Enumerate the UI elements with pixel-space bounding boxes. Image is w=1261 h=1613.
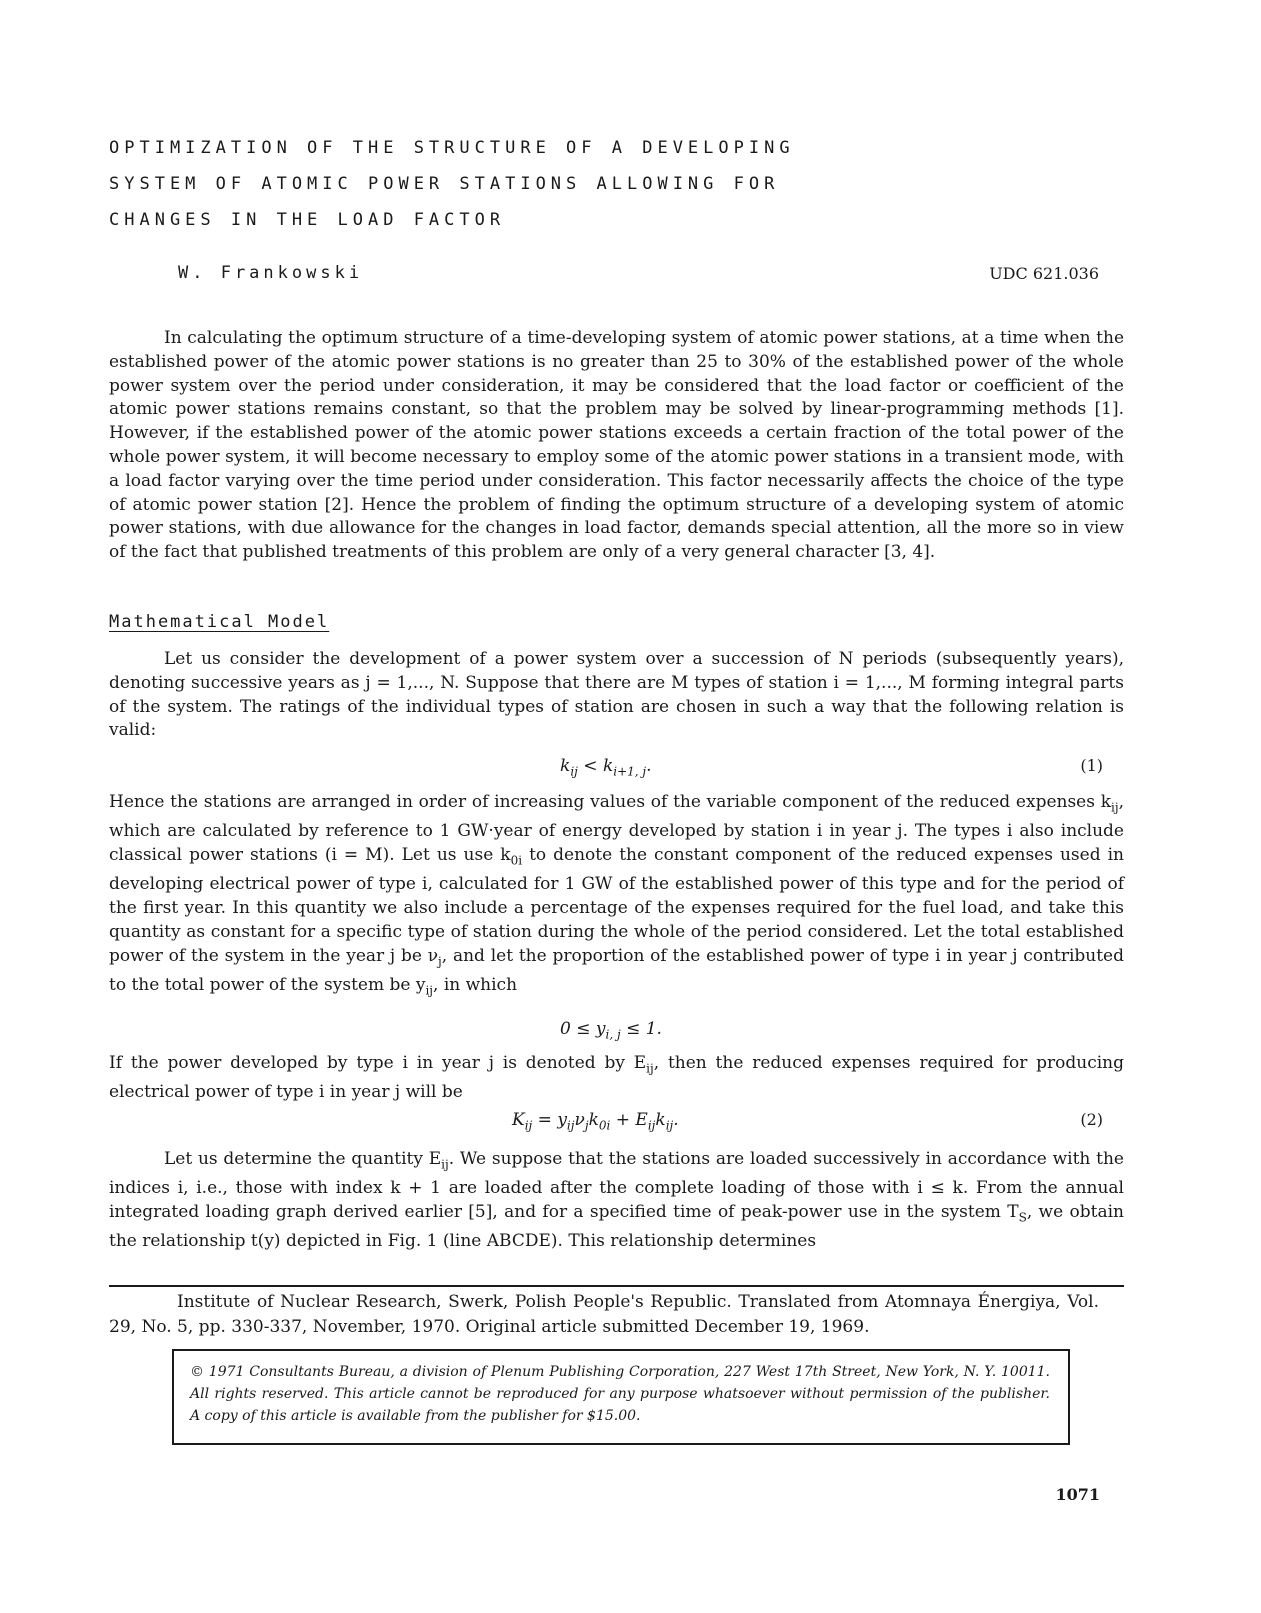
udc-code: UDC 621.036 [989,264,1099,283]
title-line-1: OPTIMIZATION OF THE STRUCTURE OF A DEVELOPING [109,138,795,158]
section-heading: Mathematical Model [109,612,330,632]
author-name: W. Frankowski [178,263,364,283]
model-paragraph-4: Let us determine the quantity $E_{ij}$. We suppose that the stations are loaded successively in accordance with the indices i, i.e., those with index k + 1 are loaded after the complete loading of those with i ≤ k. From the annual integrated loading graph derived earlier [5], and for a specified time of peak-power use in the system $T_S$, we obtain the relationship t(y) depicted in Fig. 1 (line ABCDE). This relationship determines [109,1149,1124,1252]
equation-2: $K_{ij} = y_{ij}\nu_jk_{0i} + E_{ij}k_{ij}$. [512,1110,679,1133]
equation-range: $0 \le y_{i, j} \le 1$. [560,1019,662,1042]
model-paragraph-1: Let us consider the development of a power system over a succession of N periods (subsequently years), denoting successive years as j = 1,..., N. Suppose that there are M types of station i = 1,..., M forming integral parts of the system. The ratings of the individual types of station are chosen in such a way that the following relation is valid: [109,649,1124,741]
equation-1-number: (1) [1080,756,1103,775]
copyright-text: © 1971 Consultants Bureau, a division of Plenum Publishing Corporation, 227 West 17th Street, New York, N. Y. 10011. All rights reserved. This article cannot be reproduced for any purpose whatsoever without permission of the publisher. A copy of this article is available from the publisher for $15.00. [190,1364,1050,1424]
title-line-2: SYSTEM OF ATOMIC POWER STATIONS ALLOWING FOR [109,174,780,194]
equation-1: $k_{ij} < k_{i+1, j}$. [560,756,652,779]
intro-paragraph: In calculating the optimum structure of a time-developing system of atomic power stations, at a time when the established power of the atomic power stations is no greater than 25 to 30% of the established power of the whole power system over the period under consideration, it may be considered that the load factor or coefficient of the atomic power stations remains constant, so that the problem may be solved by linear-programming methods [1]. However, if the established power of the atomic power stations exceeds a certain fraction of the total power of the whole power system, it will become necessary to employ some of the atomic power stations in a transient mode, with a load factor varying over the time period under consideration. This factor necessarily affects the choice of the type of atomic power station [2]. Hence the problem of finding the optimum structure of a developing system of atomic power stations, with due allowance for the changes in load factor, demands special attention, all the more so in view of the fact that published treatments of this problem are only of a very general character [3, 4]. [109,328,1124,563]
equation-2-number: (2) [1080,1110,1103,1129]
copyright-box [172,1349,1070,1445]
model-paragraph-2: Hence the stations are arranged in order of increasing values of the variable component of the reduced expenses $k_{ij}$, which are calculated by reference to 1 GW·year of energy developed by station i in year j. The types i also include classical power stations (i = M). Let us use $k_{0i}$ to denote the constant component of the reduced expenses used in developing electrical power of type i, calculated for 1 GW of the established power of this type and for the period of the first year. In this quantity we also include a percentage of the expenses required for the fuel load, and take this quantity as constant for a specific type of station during the whole of the period considered. Let the total established power of the system in the year j be $\nu_j$, and let the proportion of the established power of type i in year j contributed to the total power of the system be $y_{ij}$, in which [109,792,1124,998]
footnote-rule [109,1285,1124,1287]
page-number: 1071 [1055,1485,1100,1504]
title-line-3: CHANGES IN THE LOAD FACTOR [109,210,506,230]
footnote: Institute of Nuclear Research, Swerk, Polish People's Republic. Translated from Atomnaya Énergiya, Vol. 29, No. 5, pp. 330-337, November, 1970. Original article submitted December 19, 1969. [109,1292,1099,1337]
model-paragraph-3: If the power developed by type i in year j is denoted by $E_{ij}$, then the reduced expenses required for producing electrical power of type i in year j will be [109,1053,1124,1103]
